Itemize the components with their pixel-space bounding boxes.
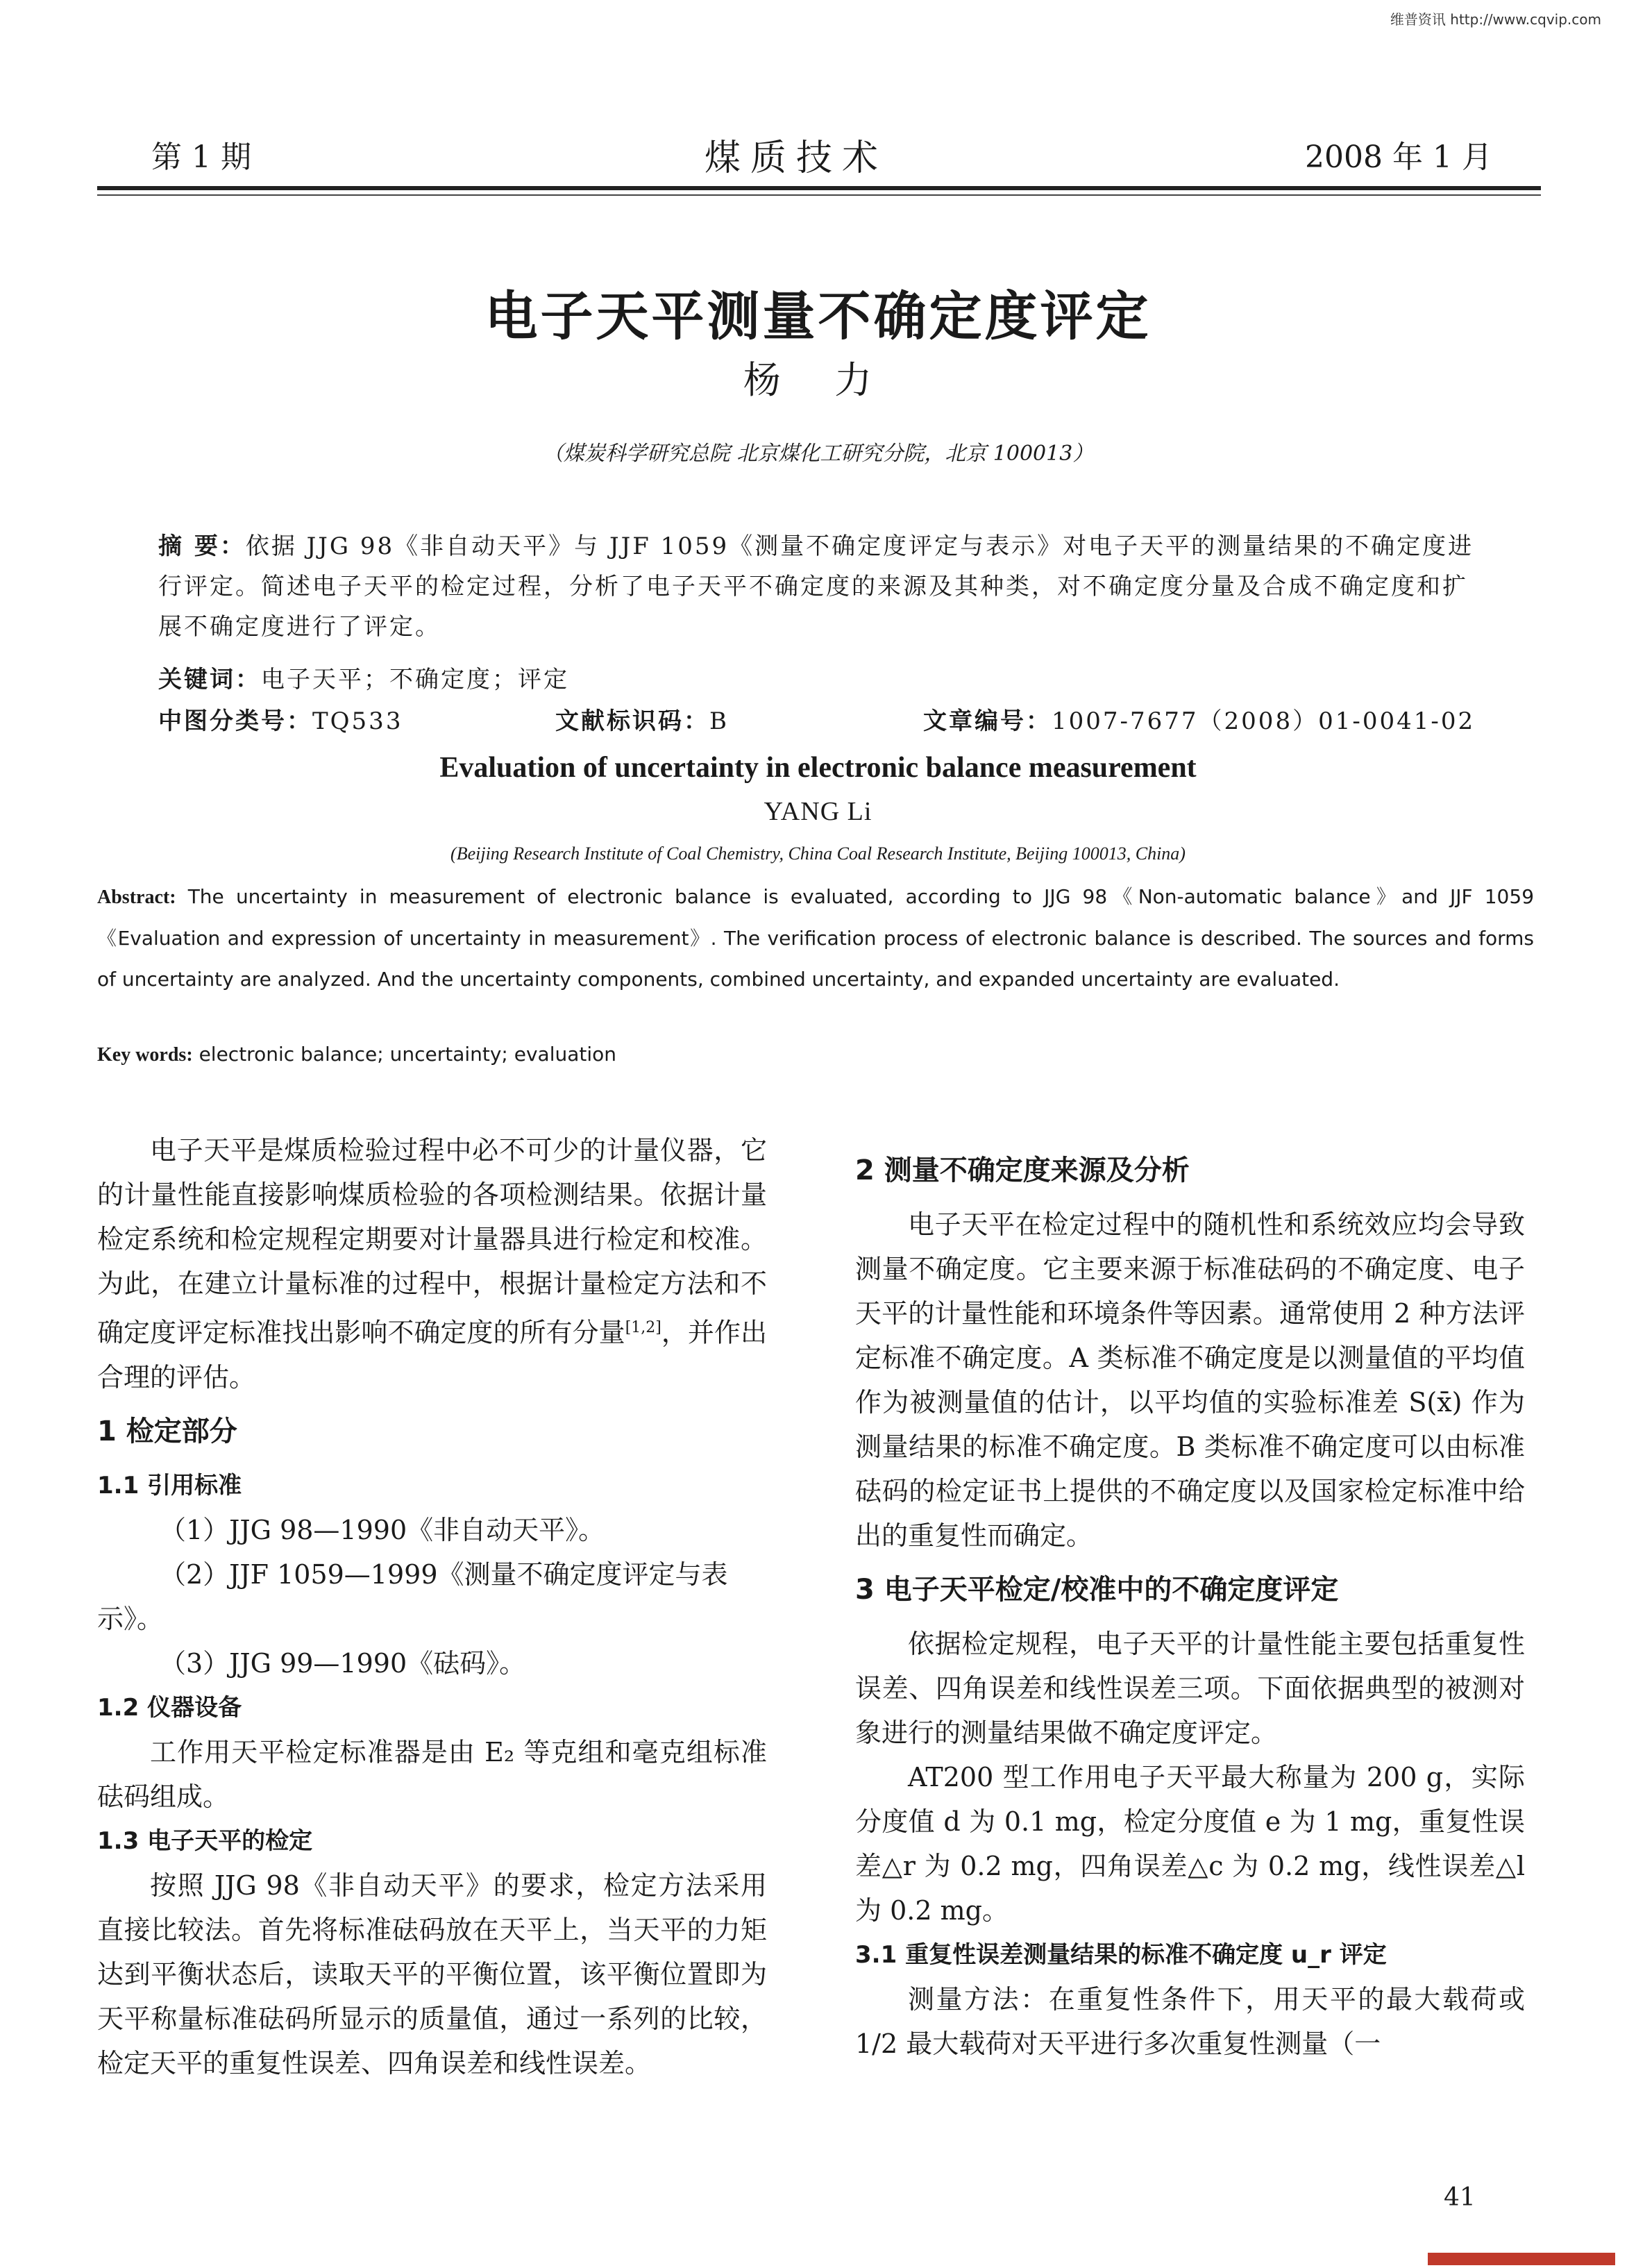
- header-journal-name: 煤质技术: [705, 137, 888, 179]
- reference-item-2-cont: 示》。: [97, 1603, 164, 1634]
- author: 杨 力: [743, 358, 893, 402]
- doc-code-label: 文献标识码：: [555, 707, 709, 735]
- article-number-value: 1007-7677（2008）01-0041-02: [1052, 707, 1476, 735]
- body-left-column: [97, 1128, 767, 2085]
- affiliation: （煤炭科学研究总院 北京煤化工研究分院，北京 100013）: [542, 442, 1094, 466]
- keywords-cn-text: 电子天平；不确定度；评定: [261, 666, 569, 694]
- abstract-cn: [158, 526, 1477, 647]
- intro-paragraph: [97, 1128, 767, 1400]
- verification-paragraph: 按照 JJG 98《非自动天平》的要求，检定方法采用直接比较法。首先将标准砝码放在天平上，当天平的力矩达到平衡状态后，读取天平的平衡位置，该平衡位置即为天平称量标准砝码所显示的质量值，通过一系列的比较，检定天平的重复性误差、四角误差和线性误差。: [97, 1870, 767, 2078]
- page-number: 41: [1444, 2183, 1476, 2212]
- reference-item-3: （3）JJG 99—1990《砝码》。: [160, 1647, 526, 1679]
- section-3-1-paragraph: 测量方法：在重复性条件下，用天平的最大载荷或 1/2 最大载荷对天平进行多次重复性测量（一: [855, 1984, 1525, 2059]
- classification-label: 中图分类号：: [158, 707, 312, 735]
- intro-text: 电子天平是煤质检验过程中必不可少的计量仪器，它的计量性能直接影响煤质检验的各项检测结果。依据计量检定系统和检定规程定期要对计量器具进行检定和校准。为此，在建立计量标准的过程中，根据计量检定方法和不确定度评定标准找出影响不确定度的所有分量: [97, 1135, 767, 1348]
- section-2-heading: 2 测量不确定度来源及分析: [855, 1154, 1190, 1186]
- abstract-en-label: Abstract:: [97, 887, 176, 908]
- header-issue: 第 1 期: [151, 140, 251, 175]
- doc-code-value: B: [709, 707, 729, 735]
- section-1-heading: 1 检定部分: [97, 1415, 237, 1447]
- paper-title: 电子天平测量不确定度评定: [484, 285, 1152, 347]
- affiliation-en: (Beijing Research Institute of Coal Chemistry, China Coal Research Institute, Beijing 100013, China): [450, 843, 1186, 864]
- reference-item-2: （2）JJF 1059—1999《测量不确定度评定与表: [160, 1559, 728, 1590]
- section-3-heading: 3 电子天平检定/校准中的不确定度评定: [855, 1574, 1339, 1606]
- header-date: 2008 年 1 月: [1305, 140, 1492, 175]
- abstract-en: [97, 876, 1534, 1000]
- section-3-paragraph-1: 依据检定规程，电子天平的计量性能主要包括重复性误差、四角误差和线性误差三项。下面依据典型的被测对象进行的测量结果做不确定度评定。: [855, 1629, 1525, 1748]
- keywords-cn-label: 关键词：: [158, 666, 261, 694]
- classification: [158, 701, 403, 741]
- paper-title-en: Evaluation of uncertainty in electronic balance measurement: [439, 752, 1197, 784]
- header-rule-thin: [97, 194, 1541, 196]
- section-1-1-heading: 1.1 引用标准: [97, 1471, 242, 1500]
- body-right-column: [855, 1139, 1525, 2066]
- abstract-en-text: The uncertainty in measurement of electronic balance is evaluated, according to JJG 98《Non-automatic balance》and JJF 1059《Evaluation and expression of uncertainty in measurement》. The verification process of electronic balance is described. The sources and forms of uncertainty are analyzed. And the uncertainty components, combined uncertainty, and expanded uncertainty are evaluated.: [97, 885, 1535, 991]
- header-rule: [97, 186, 1541, 190]
- section-3-paragraph-2: AT200 型工作用电子天平最大称量为 200 g，实际分度值 d 为 0.1 mg，检定分度值 e 为 1 mg，重复性误差△r 为 0.2 mg，四角误差△c 为 0.2 mg，线性误差△l 为 0.2 mg。: [855, 1762, 1525, 1926]
- keywords-en: [97, 1043, 616, 1066]
- abstract-cn-text: 依据 JJG 98《非自动天平》与 JJF 1059《测量不确定度评定与表示》对电子天平的测量结果的不确定度进行评定。简述电子天平的检定过程，分析了电子天平不确定度的来源及其种类，对不确定度分量及合成不确定度和扩展不确定度进行了评定。: [158, 532, 1474, 641]
- author-en: YANG Li: [764, 797, 872, 826]
- keywords-en-label: Key words:: [97, 1044, 193, 1066]
- keywords-en-text: electronic balance; uncertainty; evaluation: [199, 1043, 617, 1066]
- classification-value: TQ533: [312, 707, 403, 735]
- intro-text-end: ，并作出合理的评估。: [97, 1317, 767, 1393]
- citation-ref: [1,2]: [625, 1319, 661, 1336]
- keywords-cn: [158, 660, 569, 700]
- abstract-cn-label: 摘 要：: [158, 532, 246, 560]
- reference-item-1: （1）JJG 98—1990《非自动天平》。: [160, 1514, 605, 1545]
- article-number-label: 文章编号：: [923, 707, 1052, 735]
- article-number: [923, 701, 1475, 741]
- watermark-text: 维普资讯 http://www.cqvip.com: [1390, 11, 1601, 28]
- section-3-1-heading: 3.1 重复性误差测量结果的标准不确定度 u_r 评定: [855, 1941, 1387, 1969]
- corner-logo-stamp: [1428, 2253, 1615, 2265]
- doc-code: [555, 701, 729, 741]
- section-1-2-heading: 1.2 仪器设备: [97, 1693, 242, 1722]
- section-2-paragraph: 电子天平在检定过程中的随机性和系统效应均会导致测量不确定度。它主要来源于标准砝码的不确定度、电子天平的计量性能和环境条件等因素。通常使用 2 种方法评定标准不确定度。A 类标准不确定度是以测量值的平均值作为被测量值的估计，以平均值的实验标准差 S(x̄) 作为测量结果的标准不确定度。B 类标准不确定度可以由标准砝码的检定证书上提供的不确定度以及国家检定标准中给出的重复性而确定。: [855, 1209, 1525, 1551]
- section-1-3-heading: 1.3 电子天平的检定: [97, 1826, 313, 1855]
- equipment-paragraph: 工作用天平检定标准器是由 E₂ 等克组和毫克组标准砝码组成。: [97, 1736, 767, 1812]
